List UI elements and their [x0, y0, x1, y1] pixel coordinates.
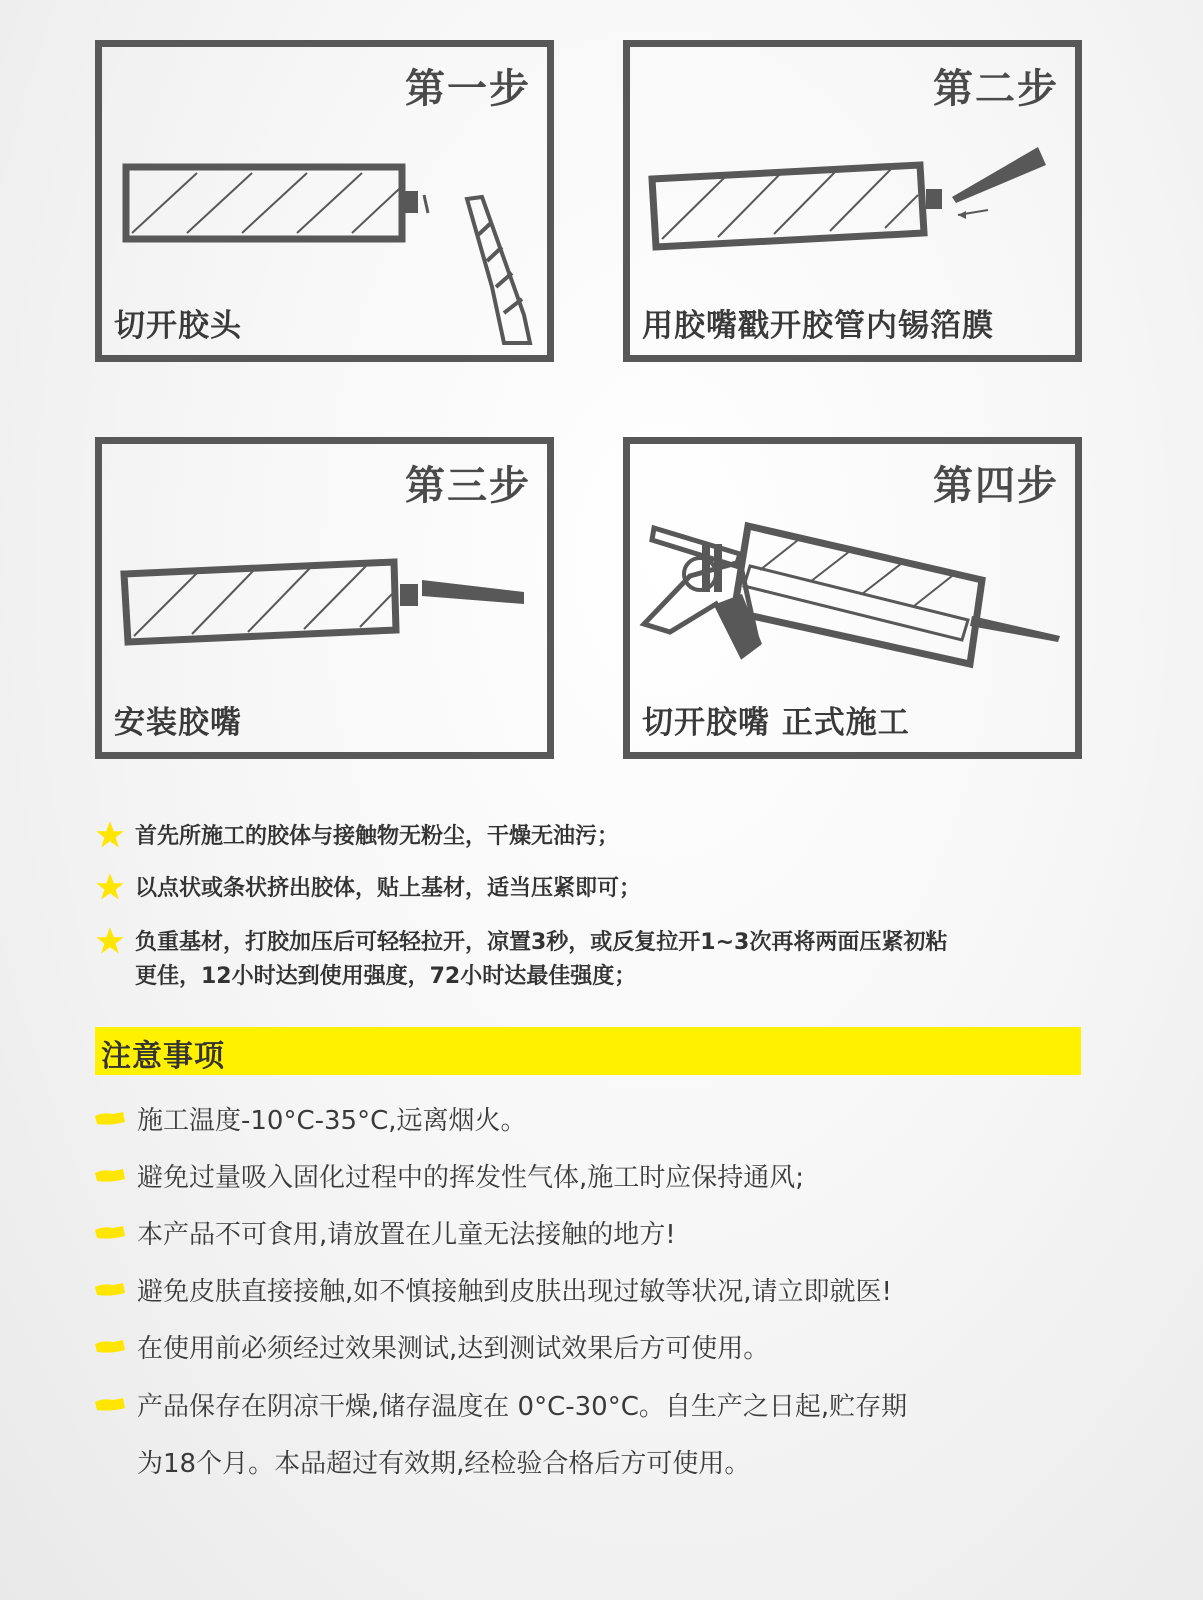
- brush-bullet-icon: [95, 1338, 125, 1354]
- star-icon: [95, 926, 125, 956]
- tip-1-text: 首先所施工的胶体与接触物无粉尘，干燥无油污；: [135, 824, 620, 849]
- step-1-panel: [95, 40, 554, 362]
- star-icon: [95, 820, 125, 850]
- notice-item-5-text: 在使用前必须经过效果测试,达到测试效果后方可使用。: [137, 1334, 770, 1364]
- notice-item-4-text: 避免皮肤直接接触,如不慎接触到皮肤出现过敏等状况,请立即就医!: [137, 1277, 892, 1307]
- step-4-panel: [623, 437, 1082, 759]
- step-3-title: 第三步: [405, 463, 531, 509]
- step-1-caption: 切开胶头: [114, 308, 242, 344]
- notice-item-6-text-line2: 为18个月。本品超过有效期,经检验合格后方可使用。: [137, 1449, 751, 1479]
- notice-item-2-text: 避免过量吸入固化过程中的挥发性气体,施工时应保持通风;: [137, 1163, 805, 1193]
- notice-item-6-text: 产品保存在阴凉干燥,储存温度在 0°C-30°C。自生产之日起,贮存期: [137, 1392, 908, 1422]
- tip-2-text: 以点状或条状挤出胶体，贴上基材，适当压紧即可；: [135, 876, 642, 901]
- notice-title: 注意事项: [101, 1039, 225, 1074]
- step-2-caption: 用胶嘴戳开胶管内锡箔膜: [642, 308, 994, 344]
- tip-3-text-line1: 负重基材，打胶加压后可轻轻拉开，凉置3秒，或反复拉开1~3次再将两面压紧初粘: [135, 930, 948, 955]
- brush-bullet-icon: [95, 1224, 125, 1240]
- notice-item-3-text: 本产品不可食用,请放置在儿童无法接触的地方!: [137, 1220, 676, 1250]
- step-2-title: 第二步: [933, 66, 1059, 112]
- notice-item-1-text: 施工温度-10°C-35°C,远离烟火。: [137, 1106, 527, 1136]
- star-icon: [95, 872, 125, 902]
- step-4-caption: 切开胶嘴 正式施工: [642, 705, 910, 741]
- brush-bullet-icon: [95, 1110, 125, 1126]
- brush-bullet-icon: [95, 1396, 125, 1412]
- step-3-caption: 安装胶嘴: [114, 705, 242, 741]
- notice-header: [95, 1027, 1081, 1075]
- step-1-title: 第一步: [405, 66, 531, 112]
- brush-bullet-icon: [95, 1281, 125, 1297]
- step-4-title: 第四步: [933, 463, 1059, 509]
- step-3-panel: [95, 437, 554, 759]
- brush-bullet-icon: [95, 1167, 125, 1183]
- tip-3-text-line2: 更佳，12小时达到使用强度，72小时达最佳强度；: [135, 964, 637, 989]
- step-2-panel: [623, 40, 1082, 362]
